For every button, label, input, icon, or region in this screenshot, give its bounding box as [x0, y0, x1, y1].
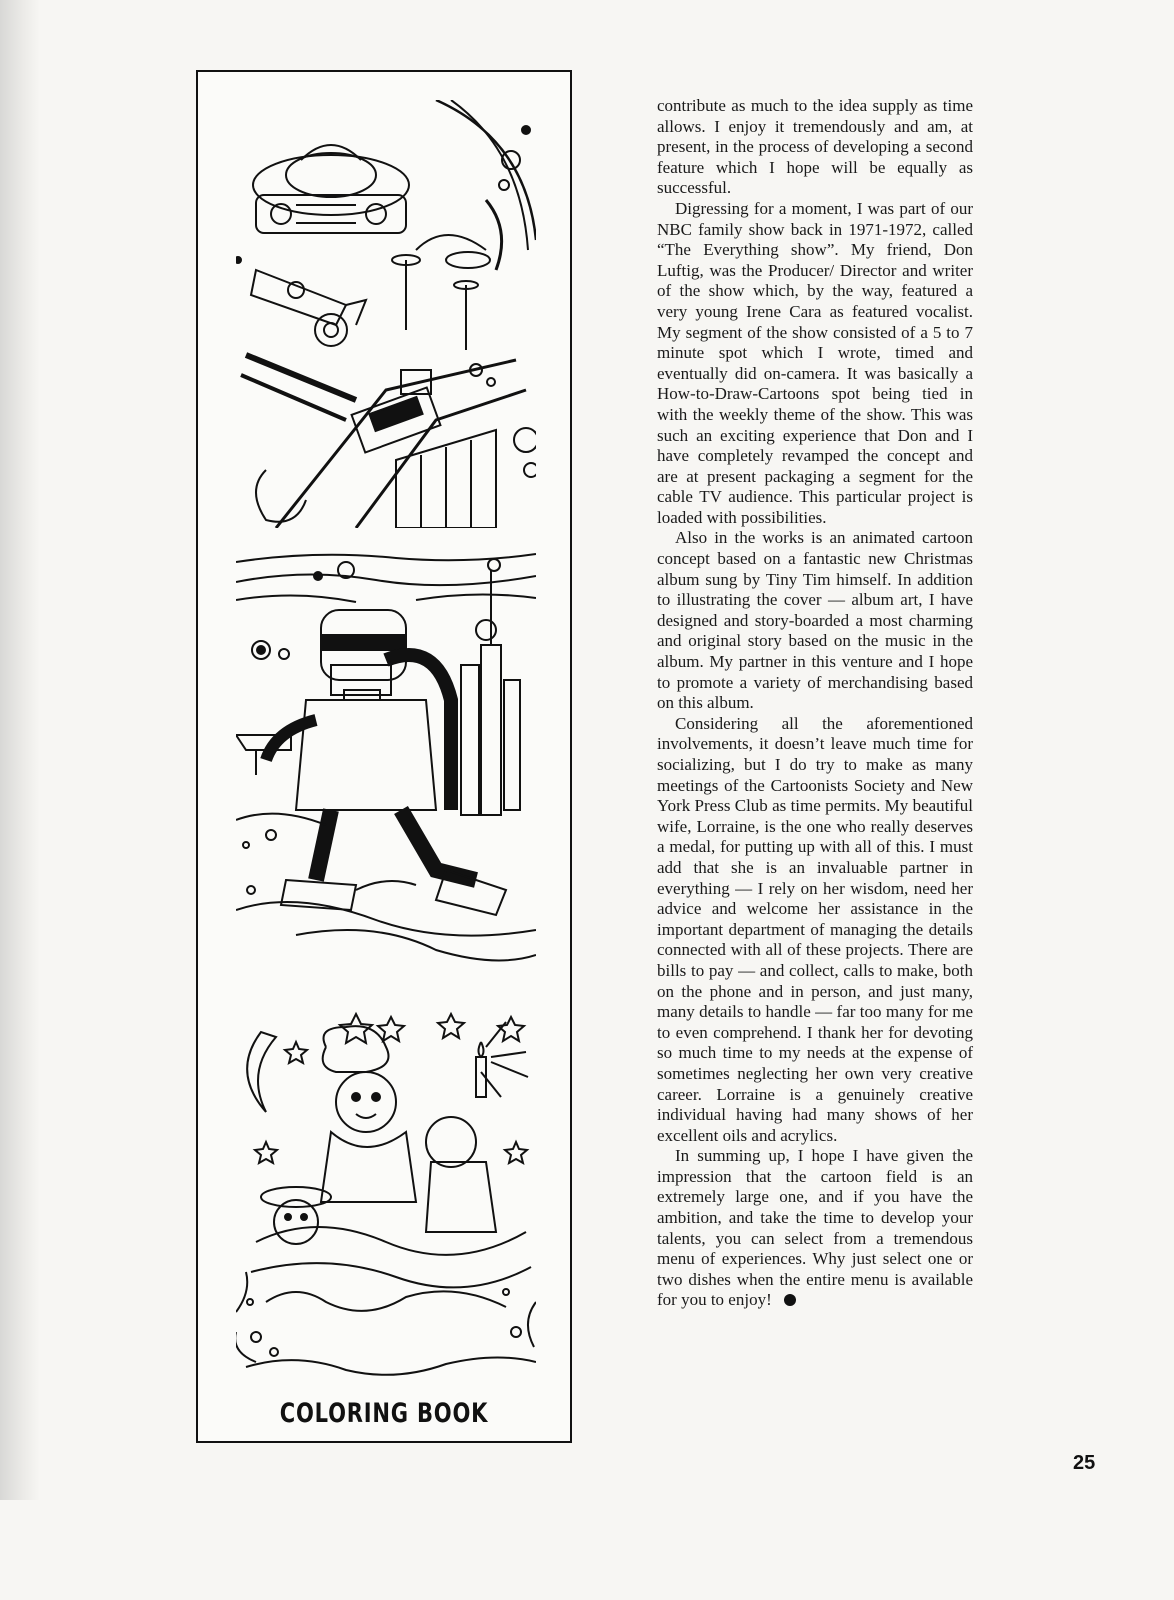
page-number: 25: [1073, 1452, 1096, 1474]
article-paragraph: contribute as much to the idea supply as time allows. I enjoy it tremendously and am, at present, in the process of developing a second feature which I hope will be equally as successful.: [657, 96, 973, 198]
coloring-book-caption: COLORING BOOK: [279, 1398, 489, 1429]
article-paragraph: Digressing for a moment, I was part of our NBC family show back in 1971-1972, called “The Everything show”. My friend, Don Luftig, was the Producer/ Director and writer of the show which, by the way, featured a very young Irene Cara as featured vocalist. My segment of the show consisted of a 5 to 7 minute spot which I wrote, timed and eventually did on-camera. It was basically a How-to-Draw-Cartoons spot being tied in with the weekly theme of the show. This was such an exciting experience that Don and I have completely revamped the concept and are at present packaging a segment for the cable TV audience. This particular project is loaded with possibilities.: [657, 198, 973, 527]
article-paragraph: Also in the works is an animated cartoon concept based on a fantastic new Christmas album sung by Tiny Tim himself. In addition to illustrating the cover — album art, I have designed and story-boarded a most charming and original story based on the music in the album. My partner in this venture and I hope to promote a variety of merchandising based on this album.: [657, 528, 973, 713]
end-of-article-bullet-icon: [784, 1294, 796, 1306]
party-scene-illustration: [236, 1002, 536, 1382]
article-paragraph-text: In summing up, I hope I have given the impression that the cartoon field is an extremely large one, and if you have the ambition, and take the time to develop your talents, you can select from a tremendous menu of experiences. Why just select one or two dishes when the entire menu is available for you to enjoy!: [657, 1146, 973, 1310]
page-binding-shadow: [0, 0, 40, 1500]
robot-scene-illustration: [236, 550, 536, 968]
space-scene-illustration: [236, 100, 536, 528]
article-paragraph-final: [657, 1146, 973, 1311]
article-column: [657, 96, 973, 1311]
coloring-book-panel: [196, 70, 572, 1443]
article-paragraph: Considering all the aforementioned involvements, it doesn’t leave much time for socializing, but I do try to make as many meetings of the Cartoonists Society and New York Press Club as time permits. My beautiful wife, Lorraine, is the one who really deserves a medal, for putting up with all of this. I must add that she is an invaluable partner in everything — I rely on her wisdom, need her advice and welcome her assistance in the important department of managing the details connected with all of these projects. There are bills to pay — and collect, calls to make, both on the phone and in person, and just many, many details to handle — far too many for me to even comprehend. I thank her for devoting so much time to my needs at the expense of sometimes neglecting her own very creative career. Lorraine is a genuinely creative individual having had many shows of her excellent oils and acrylics.: [657, 713, 973, 1145]
